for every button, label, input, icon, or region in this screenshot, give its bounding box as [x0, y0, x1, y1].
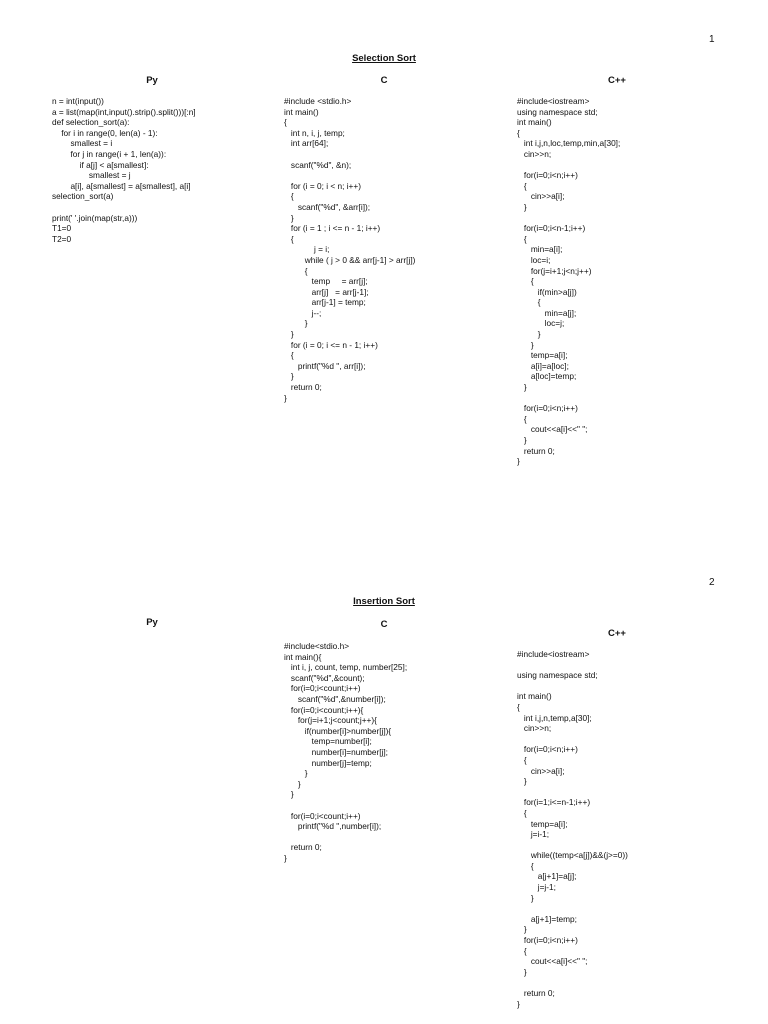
page-number-1: 1	[709, 34, 715, 45]
c-code-insertion-sort: #include<stdio.h> int main(){ int i, j, count, temp, number[25]; scanf("%d",&count); for(i=0;i<count;i++) scanf("%d",&number[i]); for(i=0;i<count;i++){ for(j=i+1;j<count;j++){ if(number[i]>number[j]){ temp=number[i]; number[i]=number[j]; number[j]=temp; } } } for(i=0;i<count;i++) printf("%d ",number[i]); return 0; }	[284, 641, 408, 863]
col-header-cpp: C++	[608, 628, 626, 639]
cpp-code-selection-sort: #include<iostream> using namespace std; int main() { int i,j,n,loc,temp,min,a[30]; cin>>n; for(i=0;i<n;i++) { cin>>a[i]; } for(i=0;i<n-1;i++) { min=a[i]; loc=i; for(j=i+1;j<n;j++) { if(min>a[j]) { min=a[j]; loc=j; } } temp=a[i]; a[i]=a[loc]; a[loc]=temp; } for(i=0;i<n;i++) { cout<<a[i]<<" "; } return 0; }	[517, 96, 621, 467]
cpp-code-insertion-sort: #include<iostream> using namespace std; int main() { int i,j,n,temp,a[30]; cin>>n; for(i=0;i<n;i++) { cin>>a[i]; } for(i=1;i<=n-1;i++) { temp=a[i]; j=i-1; while((temp<a[j])&&(j>=0)) { a[j+1]=a[j]; j=j-1; } a[j+1]=temp; } for(i=0;i<n;i++) { cout<<a[i]<<" "; } return 0; }	[517, 649, 628, 1009]
col-header-cpp: C++	[608, 75, 626, 86]
python-code-selection-sort: n = int(input()) a = list(map(int,input().strip().split()))[:n] def selection_sort(a): for i in range(0, len(a) - 1): smallest = i for j in range(i + 1, len(a)): if a[j] < a[smallest]: smallest = j a[i], a[smallest] = a[smallest], a[i] selection_sort(a) print(' '.join(map(str,a))) T1=0 T2=0	[52, 96, 196, 244]
col-header-c: C	[380, 75, 388, 86]
col-header-py: Py	[146, 75, 158, 86]
title-selection-sort: Selection Sort	[352, 53, 416, 64]
page-number-2: 2	[709, 577, 715, 588]
c-code-selection-sort: #include <stdio.h> int main() { int n, i, j, temp; int arr[64]; scanf("%d", &n); for (i = 0; i < n; i++) { scanf("%d", &arr[i]); } for (i = 1 ; i <= n - 1; i++) { j = i; while ( j > 0 && arr[j-1] > arr[j]) { temp = arr[j]; arr[j] = arr[j-1]; arr[j-1] = temp; j--; } } for (i = 0; i <= n - 1; i++) { printf("%d ", arr[i]); } return 0; }	[284, 96, 416, 403]
title-insertion-sort: Insertion Sort	[353, 596, 415, 607]
col-header-c: C	[380, 619, 388, 630]
col-header-py: Py	[146, 617, 158, 628]
